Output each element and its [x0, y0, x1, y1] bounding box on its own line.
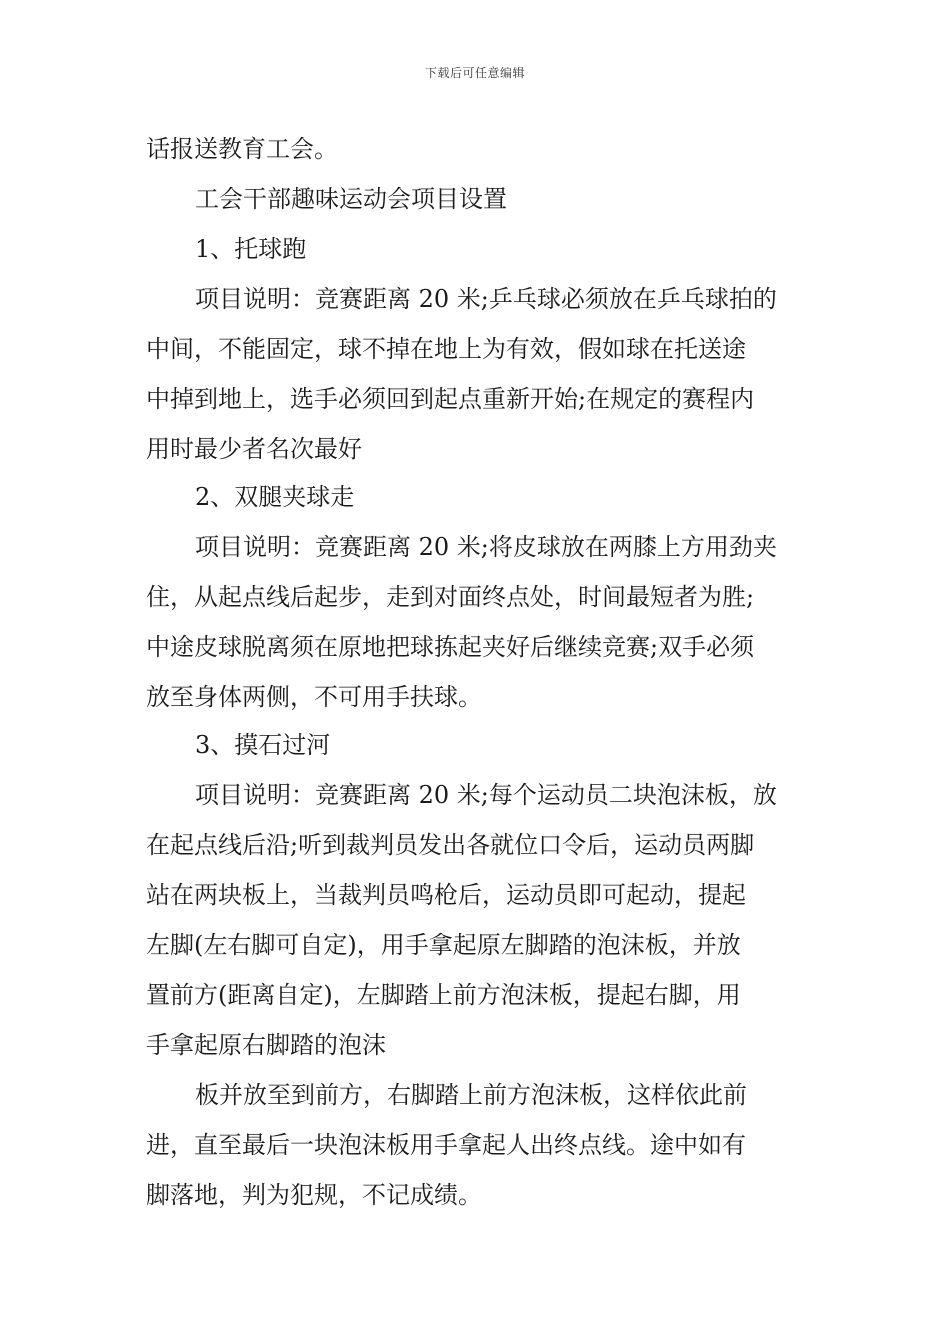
text-line: 用时最少者名次最好 [146, 435, 362, 463]
text-line: 住，从起点线后起步，走到对面终点处，时间最短者为胜; [146, 583, 755, 611]
text-line: 项目说明：竞赛距离 20 米;将皮球放在两膝上方用劲夹 [195, 533, 777, 561]
text-line: 中途皮球脱离须在原地把球拣起夹好后继续竞赛;双手必须 [146, 633, 755, 661]
text-line: 放至身体两侧，不可用手扶球。 [146, 683, 482, 711]
item-heading: 1、托球跑 [195, 235, 307, 263]
text-line: 手拿起原右脚踏的泡沫 [146, 1031, 386, 1059]
text-line: 在起点线后沿;听到裁判员发出各就位口令后，运动员两脚 [146, 831, 755, 859]
text-line: 左脚(左右脚可自定)，用手拿起原左脚踏的泡沫板，并放 [146, 931, 741, 959]
text-line: 板并放至到前方，右脚踏上前方泡沫板，这样依此前 [195, 1081, 747, 1109]
page-header: 下载后可任意编辑 [424, 66, 525, 80]
text-line: 脚落地，判为犯规，不记成绩。 [146, 1181, 482, 1209]
text-line: 项目说明：竞赛距离 20 米;每个运动员二块泡沫板，放 [195, 781, 777, 809]
text-line: 中掉到地上，选手必须回到起点重新开始;在规定的赛程内 [146, 385, 755, 413]
text-line: 话报送教育工会。 [146, 135, 338, 163]
text-line: 进，直至最后一块泡沫板用手拿起人出终点线。途中如有 [146, 1131, 746, 1159]
text-line: 项目说明：竞赛距离 20 米;乒乓球必须放在乒乓球拍的 [195, 285, 777, 313]
text-line: 置前方(距离自定)，左脚踏上前方泡沫板，提起右脚，用 [146, 981, 741, 1009]
section-title: 工会干部趣味运动会项目设置 [195, 185, 507, 213]
text-line: 中间，不能固定，球不掉在地上为有效，假如球在托送途 [146, 335, 746, 363]
item-heading: 3、摸石过河 [195, 731, 331, 759]
item-heading: 2、双腿夹球走 [195, 483, 355, 511]
text-line: 站在两块板上，当裁判员鸣枪后，运动员即可起动，提起 [146, 881, 746, 909]
